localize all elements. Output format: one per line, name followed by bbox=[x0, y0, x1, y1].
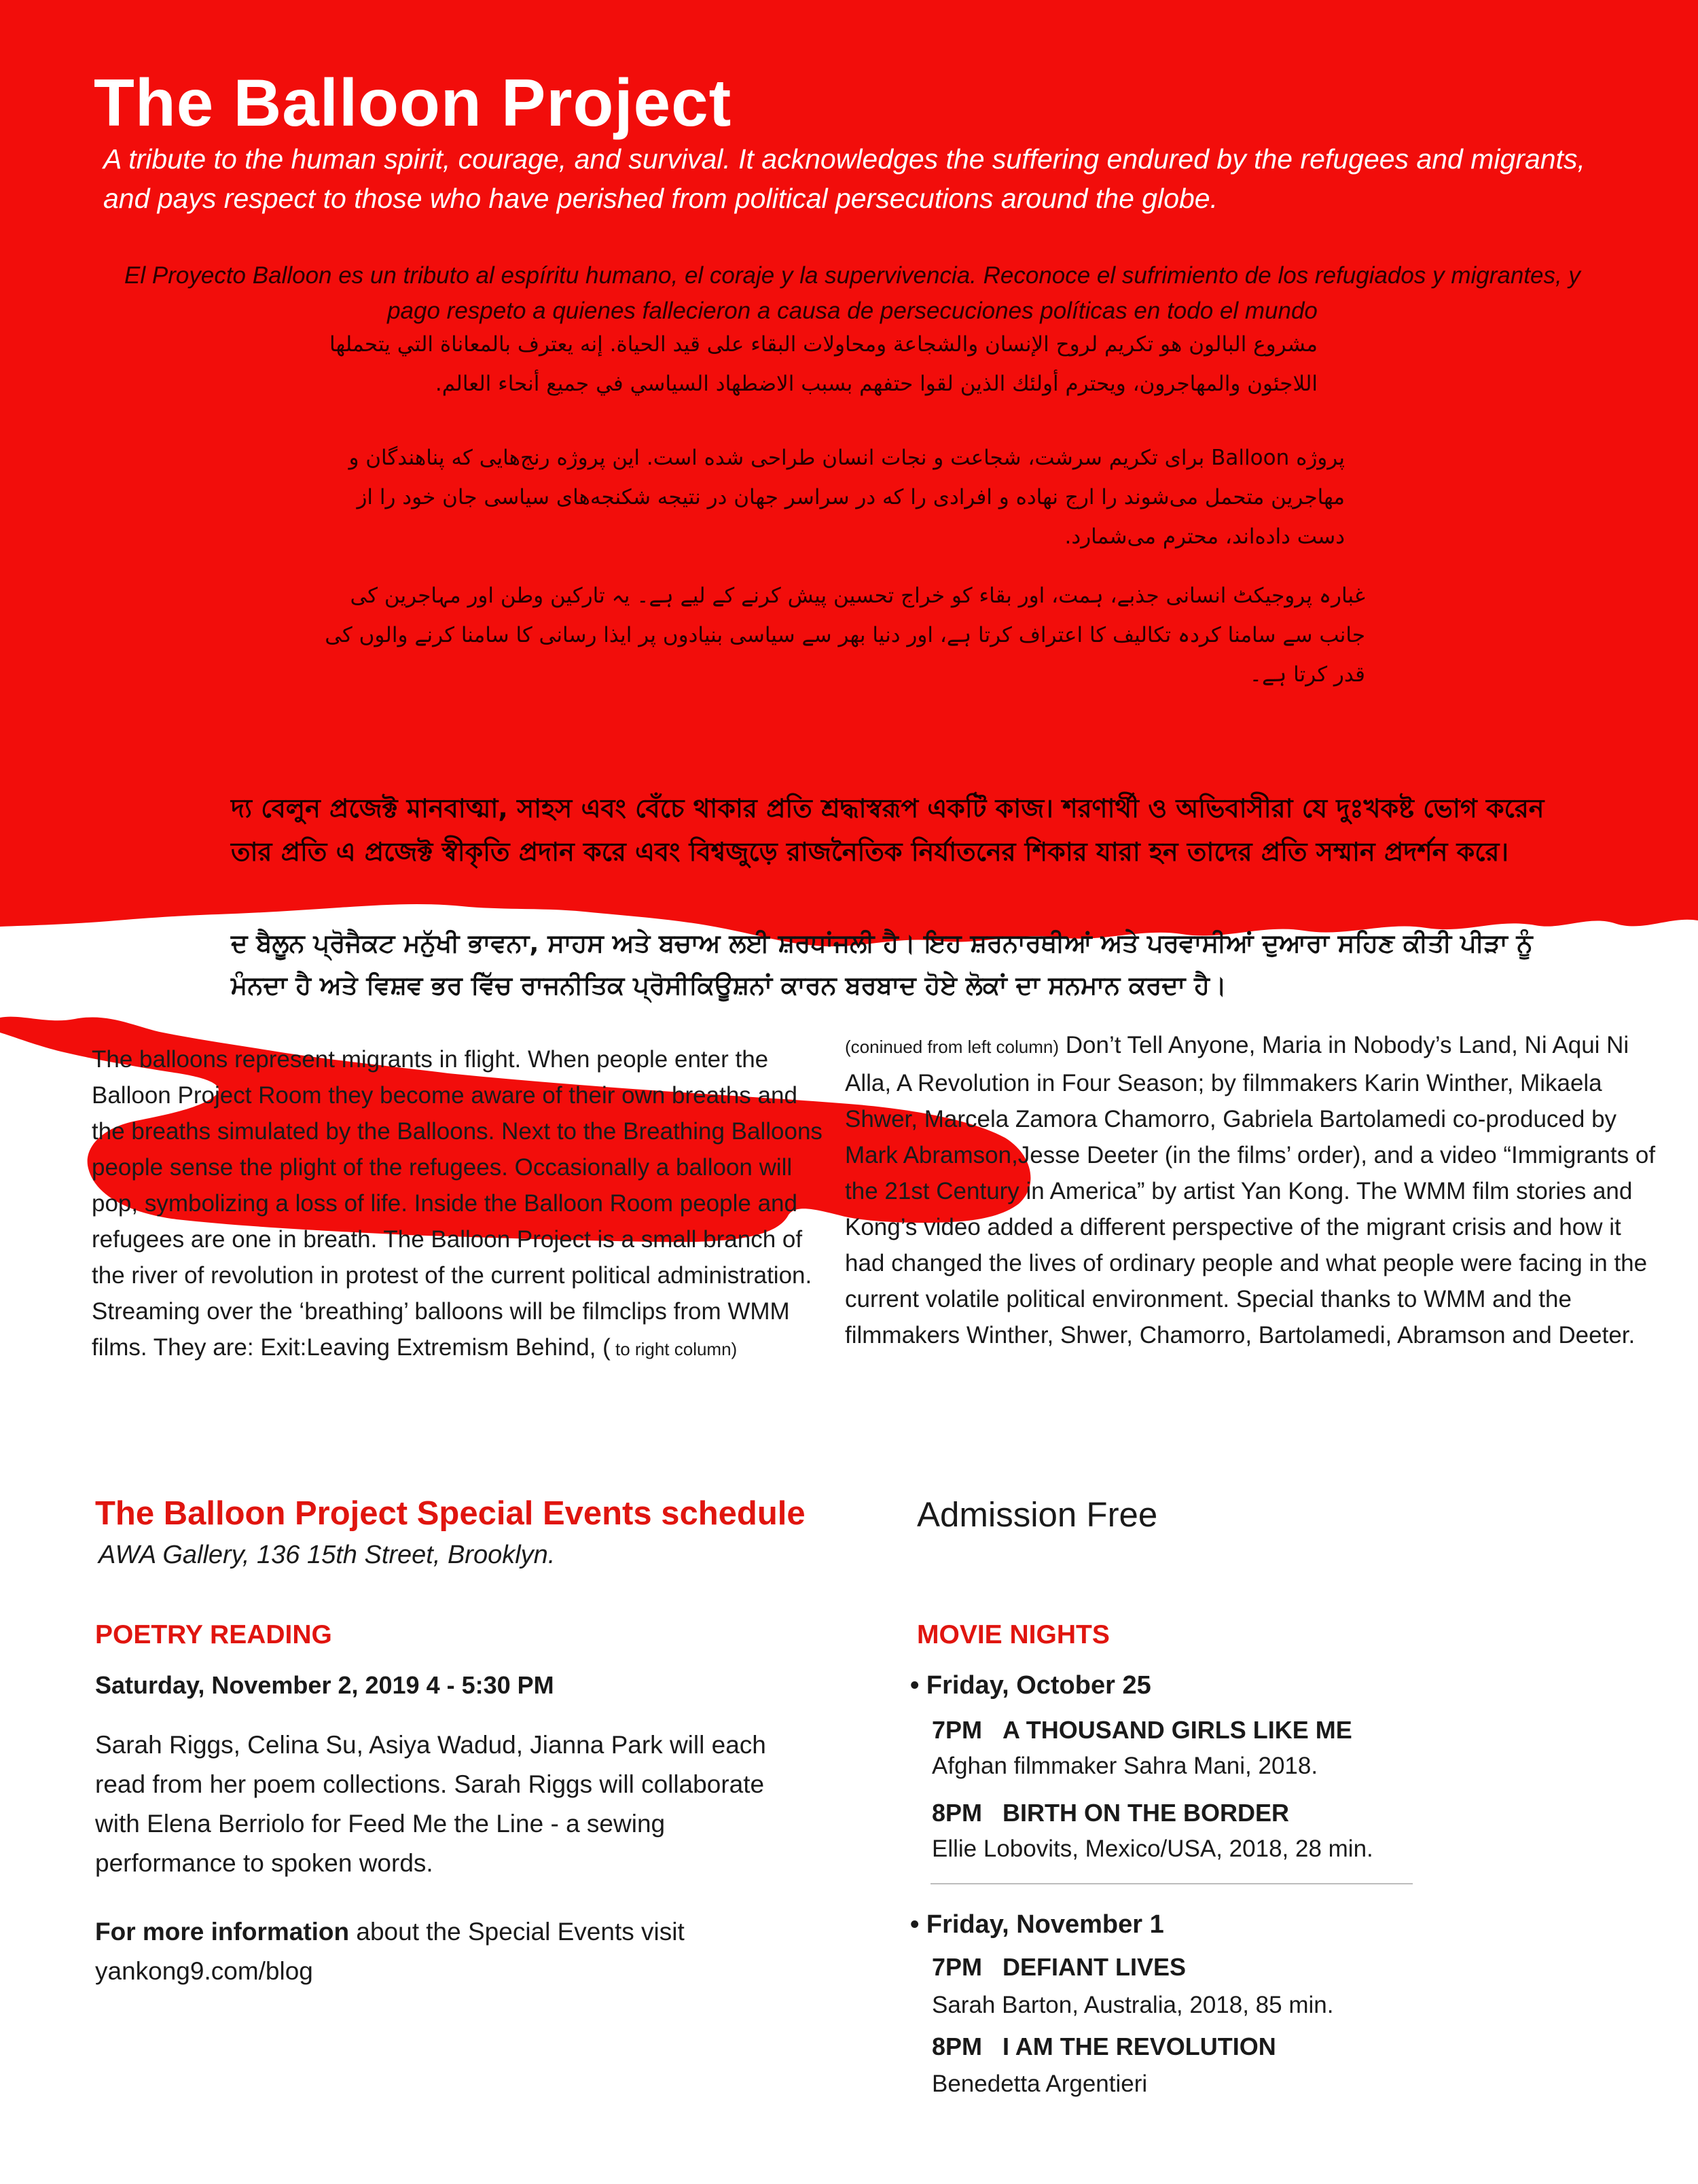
poetry-description: Sarah Riggs, Celina Su, Asiya Wadud, Jianna Park will each read from her poem collections. Sarah Riggs will collaborate with Elena Berriolo for Feed Me the Line - a sewing performance to spoken words. bbox=[95, 1731, 766, 1877]
film-2-credit: Ellie Lobovits, Mexico/USA, 2018, 28 min. bbox=[932, 1836, 1373, 1862]
left-column-note: to right column) bbox=[610, 1339, 738, 1359]
film-3-title: DEFIANT LIVES bbox=[1002, 1953, 1187, 1981]
movie-night-date: • Friday, October 25 bbox=[910, 1671, 1151, 1700]
movie-night-1-date: Friday, October 25 bbox=[926, 1671, 1151, 1700]
arabic-translation: مشروع البالون هو تكريم لروح الإنسان والشجاعة ومحاولات البقاء على قيد الحياة. إنه يعترف بالمعاناة التي يتحملها اللاجئون والمهاجرون، ويحترم أولئك الذين لقوا حتفهم بسبب الاضطهاد السياسي في جميع أنحاء العالم. bbox=[329, 332, 1318, 396]
film-title bbox=[932, 2033, 1276, 2061]
admission-label: Admission Free bbox=[917, 1495, 1158, 1534]
film-2-time: 8PM bbox=[932, 1799, 983, 1827]
right-column-note: (coninued from left column) bbox=[845, 1037, 1060, 1057]
more-info-label: For more information bbox=[95, 1918, 350, 1946]
left-column-text: The balloons represent migrants in flight. When people enter the Balloon Project Room they become aware of their own breaths and the breaths simulated by the Balloons. Next to the Breathing Balloons people sense the plight of the refugees. Occasionally a balloon will pop, symbolizing a loss of life. Inside the Balloon Room people and refugees are one in breath. The Balloon Project is a small branch of the river of revolution in protest of the current political administration. Streaming over the ‘breathing’ balloons will be filmclips from WMM films. They are: Exit:Leaving Extremism Behind, ( bbox=[92, 1046, 823, 1361]
body-right-column bbox=[845, 1027, 1660, 1353]
page-title: The Balloon Project bbox=[94, 65, 732, 140]
schedule-title: The Balloon Project Special Events schedule bbox=[95, 1495, 806, 1532]
film-title bbox=[932, 1953, 1186, 1982]
film-title bbox=[932, 1716, 1352, 1744]
urdu-translation: غبارہ پروجیکٹ انسانی جذبے، ہمت، اور بقاء کو خراج تحسین پیش کرنے کے لیے ہے۔ یہ تارکین وطن اور مہاجرین کی جانب سے سامنا کردہ تکالیف کا اعتراف کرتا ہے، اور دنیا بھر سے سیاسی بنیادوں پر ایذا رسانی کا سامنا کرنے والوں کی قدر کرتا ہے۔ bbox=[325, 584, 1365, 687]
venue-address: AWA Gallery, 136 15th Street, Brooklyn. bbox=[98, 1541, 556, 1569]
punjabi-translation: ਦ ਬੈਲੂਨ ਪ੍ਰੋਜੈਕਟ ਮਨੁੱਖੀ ਭਾਵਨਾ, ਸਾਹਸ ਅਤੇ ਬਚਾਅ ਲਈ ਸ਼ਰਧਾਂਜਲੀ ਹੈ। ਇਹ ਸ਼ਰਨਾਰਥੀਆਂ ਅਤੇ ਪਰਵਾਸੀਆਂ ਦੁਆਰਾ ਸਹਿਣ ਕੀਤੀ ਪੀੜਾ ਨੂੰ ਮੰਨਦਾ ਹੈ ਅਤੇ ਵਿਸ਼ਵ ਭਰ ਵਿੱਚ ਰਾਜਨੀਤਿਕ ਪ੍ਰੋਸੀਕਿਊਸ਼ਨਾਂ ਕਾਰਨ ਬਰਬਾਦ ਹੋਏ ਲੋਕਾਂ ਦਾ ਸਨਮਾਨ ਕਰਦਾ ਹੈ। bbox=[231, 929, 1533, 1000]
film-3-time: 7PM bbox=[932, 1953, 983, 1981]
persian-translation: پروژه Balloon برای تکریم سرشت، شجاعت و نجات انسان طراحی شده است. این پروژه رنج‌هایی که پناهندگان و مهاجرین متحمل می‌شوند را ارج نهاده و افرادی را که در سراسر جهان در نتیجه شکنجه‌های سیاسی جان خود را از دست داده‌اند، محترم می‌شمارد. bbox=[348, 446, 1345, 549]
film-1-credit: Afghan filmmaker Sahra Mani, 2018. bbox=[932, 1753, 1318, 1779]
film-2-title: BIRTH ON THE BORDER bbox=[1002, 1799, 1290, 1827]
film-title bbox=[932, 1799, 1289, 1827]
divider bbox=[931, 1883, 1413, 1884]
right-column-text: Don’t Tell Anyone, Maria in Nobody’s Land, Ni Aqui Ni Alla, A Revolution in Four Season; by filmmakers Karin Winther, Mikaela Shwer, Marcela Zamora Chamorro, Gabriela Bartolamedi co-produced by Mark Abramson,Jesse Deeter (in the films’ order), and a video “Immigrants of the 21st Century in America” by artist Yan Kong. The WMM film stories and Kong’s video added a different perspective of the migrant crisis and how it had changed the lives of ordinary people and what people were facing in the current volatile political environment. Special thanks to WMM and the filmmakers Winther, Shwer, Chamorro, Bartolamedi, Abramson and Deeter. bbox=[845, 1032, 1656, 1348]
spanish-translation: El Proyecto Balloon es un tributo al espíritu humano, el coraje y la supervivencia. Reconoce el sufrimiento de los refugiados y migrantes, y pago respeto a quienes fallecieron a causa de persecuciones políticas en todo el mundo bbox=[124, 262, 1580, 324]
film-4-title: I AM THE REVOLUTION bbox=[1002, 2033, 1276, 2060]
film-1-time: 7PM bbox=[932, 1716, 983, 1744]
film-4-time: 8PM bbox=[932, 2033, 983, 2060]
film-3-credit: Sarah Barton, Australia, 2018, 85 min. bbox=[932, 1992, 1334, 2018]
film-4-credit: Benedetta Argentieri bbox=[932, 2071, 1148, 2097]
film-1-title: A THOUSAND GIRLS LIKE ME bbox=[1002, 1716, 1352, 1744]
tagline: A tribute to the human spirit, courage, and survival. It acknowledges the suffering endured by the refugees and migrants, and pays respect to those who have perished from political persecutions around the globe. bbox=[103, 143, 1585, 214]
movie-night-date: • Friday, November 1 bbox=[910, 1910, 1164, 1939]
poetry-date: Saturday, November 2, 2019 4 - 5:30 PM bbox=[95, 1671, 554, 1699]
more-info-text: about the Special Events visit yankong9.com/blog bbox=[95, 1918, 685, 1985]
poetry-heading: POETRY READING bbox=[95, 1620, 332, 1649]
bangla-translation: দ্য বেলুন প্রজেক্ট মানবাত্মা, সাহস এবং বেঁচে থাকার প্রতি শ্রদ্ধাস্বরূপ একটি কাজ। শরণার্থী ও অভিবাসীরা যে দুঃখকষ্ট ভোগ করেন তার প্রতি এ প্রজেক্ট স্বীকৃতি প্রদান করে এবং বিশ্বজুড়ে রাজনৈতিক নির্যাতনের শিকার যারা হন তাদের প্রতি সম্মান প্রদর্শন করে। bbox=[231, 793, 1545, 867]
movie-night-2-date: Friday, November 1 bbox=[926, 1910, 1164, 1939]
more-info bbox=[95, 1912, 788, 1991]
movie-nights-heading: MOVIE NIGHTS bbox=[917, 1620, 1110, 1649]
body-left-column bbox=[92, 1041, 825, 1367]
